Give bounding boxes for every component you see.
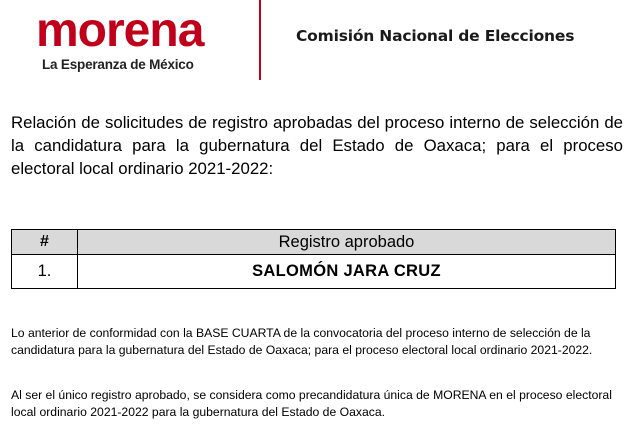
column-header-registration: Registro aprobado <box>78 230 616 255</box>
organization-name: Comisión Nacional de Elecciones <box>296 27 575 45</box>
logo-tagline: La Esperanza de México <box>42 57 194 72</box>
header-divider <box>259 0 261 80</box>
approved-registrations-table <box>11 229 616 289</box>
letterhead <box>0 0 632 80</box>
sole-candidacy-note: Al ser el único registro aprobado, se considera como precandidatura única de MORENA en el proceso electoral local ordinario 2021-2022 para la gubernatura del Estado de Oaxaca. <box>11 388 612 419</box>
candidate-name: SALOMÓN JARA CRUZ <box>78 255 616 289</box>
intro-paragraph: Relación de solicitudes de registro aprobadas del proceso interno de selección de la candidatura para la gubernatura del Estado de Oaxaca; para el proceso electoral local ordinario 2021-2022: <box>11 113 623 178</box>
column-header-number: # <box>12 230 78 255</box>
logo-wordmark: morena <box>36 4 204 57</box>
row-number: 1. <box>12 255 78 289</box>
table-row <box>12 255 616 289</box>
legal-basis-note: Lo anterior de conformidad con la BASE CUARTA de la convocatoria del proceso interno de selección de la candidatura para la gubernatura del Estado de Oaxaca; para el proceso electoral local ordinario 2021-2022. <box>11 326 593 357</box>
table-header-row <box>12 230 616 255</box>
morena-logo <box>36 4 236 72</box>
